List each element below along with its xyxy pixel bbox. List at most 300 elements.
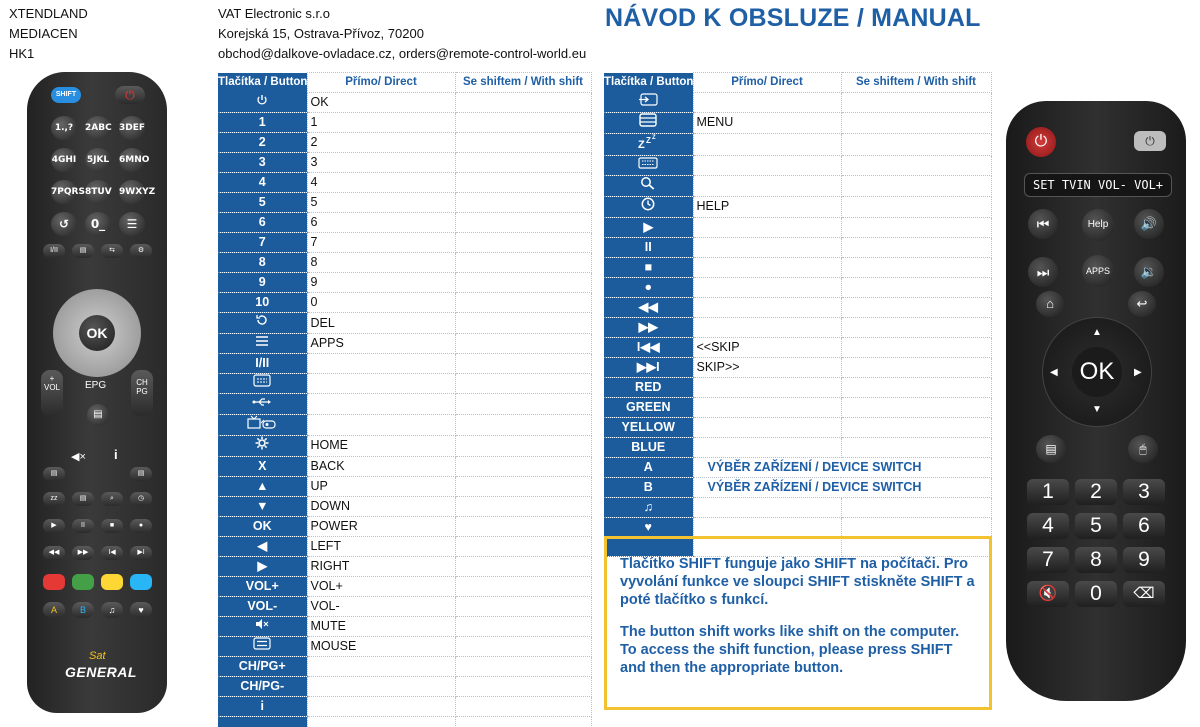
table-row	[218, 516, 591, 536]
epg-icon	[639, 113, 657, 133]
shift-cell	[455, 697, 591, 717]
table-row	[218, 133, 591, 153]
button-label: ▶▶I	[636, 359, 660, 374]
shift-cell	[455, 657, 591, 677]
direct-cell	[693, 175, 841, 196]
shift-cell	[455, 273, 591, 293]
table-row	[218, 273, 591, 293]
button-cell	[218, 636, 307, 656]
shift-cell	[455, 636, 591, 656]
function-key-icon: ▶	[43, 519, 65, 533]
col-header-button: Tlačítka / Button	[604, 73, 693, 93]
button-cell	[218, 273, 307, 293]
brand-line: XTENDLAND	[9, 6, 88, 21]
shift-cell	[455, 677, 591, 697]
button-label: 3	[258, 155, 266, 169]
shift-cell	[841, 377, 991, 397]
table-row	[218, 697, 591, 717]
ok-key: OK	[79, 315, 115, 351]
table-row	[218, 253, 591, 273]
shift-cell	[455, 717, 591, 727]
function-key-icon: ●	[130, 519, 152, 533]
button-cell	[604, 377, 693, 397]
chpg-rocker: CH PG	[131, 370, 153, 416]
function-key-icon: ▤	[130, 467, 152, 481]
shift-cell	[455, 576, 591, 596]
function-key-icon: ▤	[43, 467, 65, 481]
button-cell	[604, 93, 693, 113]
vol-rocker: + VOL	[41, 370, 63, 416]
number-key: 6MNO	[119, 148, 145, 172]
teletext-key-icon: ▤	[87, 404, 109, 426]
shift-cell	[455, 173, 591, 193]
down-arrow-icon: ▼	[1092, 404, 1102, 415]
table-row	[218, 616, 591, 636]
table-row	[218, 153, 591, 173]
button-cell	[218, 394, 307, 414]
number-key: 2	[1075, 479, 1117, 505]
number-key: 0_	[85, 212, 111, 236]
letter-key: B	[72, 602, 94, 618]
table-row	[218, 313, 591, 334]
color-key	[72, 574, 94, 590]
button-label: ▶▶	[638, 319, 658, 334]
remote-general-image	[27, 72, 167, 713]
usb-icon	[252, 395, 272, 414]
ok-key: OK	[1072, 347, 1122, 397]
direct-cell	[693, 217, 841, 237]
button-label: VOL-	[247, 598, 278, 613]
table-row	[604, 175, 991, 196]
gear-icon	[255, 436, 269, 456]
company-block	[218, 4, 586, 64]
button-label: 6	[258, 215, 266, 229]
table-row	[218, 233, 591, 253]
direct-cell	[693, 133, 841, 155]
svg-text:Z: Z	[652, 134, 656, 141]
shift-cell	[455, 213, 591, 233]
number-key: 8	[1075, 547, 1117, 573]
number-key: 8TUV	[85, 180, 111, 204]
number-key: 9WXYZ	[119, 180, 145, 204]
shift-cell	[841, 437, 991, 457]
button-label: 10	[255, 295, 270, 309]
direct-cell: VOL-	[307, 596, 455, 616]
apps-key: APPS	[1082, 255, 1114, 287]
function-key-icon: ⇆	[101, 244, 123, 258]
table-row	[218, 496, 591, 516]
button-cell	[604, 237, 693, 257]
button-label: ♫	[643, 499, 653, 514]
clock-icon	[641, 197, 655, 217]
button-label: ▶	[257, 558, 268, 573]
table-row	[604, 517, 991, 537]
button-cell	[218, 516, 307, 536]
table-row	[604, 377, 991, 397]
direct-cell: 8	[307, 253, 455, 273]
table-row	[218, 293, 591, 313]
button-cell	[218, 213, 307, 233]
direct-cell	[307, 394, 455, 414]
shift-cell	[841, 297, 991, 317]
function-key-icon: ◷	[130, 492, 152, 506]
shift-cell	[455, 113, 591, 133]
direct-cell: DOWN	[307, 496, 455, 516]
power-key-icon: ⏻	[115, 86, 145, 104]
direct-cell	[307, 354, 455, 374]
shift-cell	[841, 175, 991, 196]
color-key	[101, 574, 123, 590]
button-cell	[218, 153, 307, 173]
sleep-icon	[638, 134, 658, 155]
tv-power-key-icon: ⏻	[1134, 131, 1166, 151]
button-cell	[218, 173, 307, 193]
function-key-icon: ■	[101, 519, 123, 533]
button-label: ●	[644, 279, 653, 294]
direct-cell	[693, 237, 841, 257]
button-label: B	[643, 479, 653, 494]
table-row	[218, 677, 591, 697]
button-cell	[218, 596, 307, 616]
button-cell	[218, 697, 307, 717]
table-row	[604, 155, 991, 175]
button-cell	[604, 397, 693, 417]
button-cell	[218, 576, 307, 596]
shift-cell	[455, 596, 591, 616]
button-label: ◀◀	[638, 299, 658, 314]
button-label: II	[644, 239, 652, 254]
direct-cell	[693, 417, 841, 437]
shift-cell	[455, 93, 591, 113]
brand-block	[9, 4, 88, 64]
teletext-icon	[253, 637, 271, 656]
shift-key: SHIFT	[51, 87, 81, 103]
table-row	[218, 576, 591, 596]
button-cell	[604, 297, 693, 317]
direct-cell	[693, 517, 841, 537]
shift-cell	[455, 253, 591, 273]
input-icon	[638, 93, 658, 112]
keyboard-key-icon: ▤	[1036, 435, 1066, 463]
table-row	[218, 657, 591, 677]
table-row	[604, 397, 991, 417]
shift-cell	[455, 133, 591, 153]
number-key: 4GHI	[51, 148, 77, 172]
direct-cell: OK	[307, 93, 455, 113]
company-email: obchod@dalkove-ovladace.cz, orders@remote-control-world.eu	[218, 46, 587, 61]
direct-cell	[693, 155, 841, 175]
direct-cell	[693, 277, 841, 297]
page-title: NÁVOD K OBSLUZE / MANUAL	[605, 4, 981, 32]
direct-cell: VOL+	[307, 576, 455, 596]
direct-cell	[693, 317, 841, 337]
shift-cell	[841, 237, 991, 257]
brand-line: MEDIACEN	[9, 26, 78, 41]
direct-cell: 4	[307, 173, 455, 193]
direct-cell	[307, 697, 455, 717]
shift-cell	[841, 397, 991, 417]
search-icon	[640, 176, 656, 196]
shift-cell	[455, 556, 591, 576]
function-key-icon: ▶▶	[72, 546, 94, 560]
color-key	[43, 574, 65, 590]
function-key-icon: ◀◀	[43, 546, 65, 560]
button-label: OK	[252, 518, 272, 533]
button-cell	[604, 477, 693, 497]
refresh-icon	[255, 313, 269, 333]
button-cell	[218, 334, 307, 354]
color-key	[130, 574, 152, 590]
direct-cell	[693, 497, 841, 517]
button-cell	[604, 277, 693, 297]
button-cell	[604, 196, 693, 217]
function-key-icon: ⌕	[101, 492, 123, 506]
number-key: 1.,?	[51, 116, 77, 140]
button-label: 2	[258, 135, 266, 149]
shift-cell	[841, 277, 991, 297]
shift-cell	[841, 417, 991, 437]
table-row	[604, 337, 991, 357]
tv-control-strip: SET TVIN VOL- VOL+	[1024, 173, 1172, 197]
button-cell	[604, 357, 693, 377]
number-key: 1	[1027, 479, 1069, 505]
shift-cell	[841, 337, 991, 357]
info-key: i	[114, 447, 118, 462]
device-switch-cell: VÝBĚR ZAŘÍZENÍ / DEVICE SWITCH	[693, 457, 991, 477]
right-arrow-icon: ▶	[1134, 367, 1142, 378]
vol-down-key-icon: 🔉	[1134, 257, 1164, 287]
table-row	[218, 113, 591, 133]
direct-cell: 2	[307, 133, 455, 153]
direct-cell	[693, 257, 841, 277]
direct-cell: APPS	[307, 334, 455, 354]
button-cell	[218, 93, 307, 113]
direct-cell: SKIP>>	[693, 357, 841, 377]
button-cell	[218, 113, 307, 133]
direct-cell: 6	[307, 213, 455, 233]
number-key: 2ABC	[85, 116, 111, 140]
shift-cell	[841, 217, 991, 237]
letter-key: A	[43, 602, 65, 618]
direct-cell	[307, 414, 455, 435]
button-cell	[218, 253, 307, 273]
table-row	[604, 237, 991, 257]
direct-cell: 9	[307, 273, 455, 293]
function-key-icon: ▶I	[130, 546, 152, 560]
table-row	[218, 556, 591, 576]
button-cell	[218, 133, 307, 153]
number-key: 7	[1027, 547, 1069, 573]
shift-cell	[455, 516, 591, 536]
button-label: ▼	[256, 498, 269, 513]
table-row	[604, 297, 991, 317]
col-header-direct: Přímo/ Direct	[307, 73, 455, 93]
direct-cell: DEL	[307, 313, 455, 334]
button-label: ◀	[257, 538, 268, 553]
button-cell	[604, 337, 693, 357]
number-key: 7PQRS	[51, 180, 77, 204]
direct-cell: HOME	[307, 435, 455, 456]
button-label: 4	[258, 175, 266, 189]
table-row	[218, 476, 591, 496]
button-label: i	[260, 699, 264, 714]
button-label: BLUE	[631, 439, 666, 454]
button-label: X	[258, 458, 267, 473]
table-row	[604, 437, 991, 457]
power-icon	[256, 93, 268, 112]
button-label: I/II	[255, 356, 270, 371]
direct-cell: 5	[307, 193, 455, 213]
table-row	[218, 213, 591, 233]
table-row	[218, 93, 591, 113]
svg-text:Z: Z	[638, 138, 645, 149]
shift-cell	[455, 414, 591, 435]
shift-cell	[455, 313, 591, 334]
shift-cell	[841, 517, 991, 537]
shift-cell	[841, 112, 991, 133]
table-row	[218, 456, 591, 476]
button-label: 9	[258, 275, 266, 289]
shift-cell	[841, 257, 991, 277]
shift-note-cz: Tlačítko SHIFT funguje jako SHIFT na počítači. Pro vyvolání funkce ve sloupci SHIFT stiskněte SHIFT a poté tlačítko s funkcí.	[620, 556, 975, 608]
direct-cell: MOUSE	[307, 636, 455, 656]
table-row	[604, 457, 991, 477]
brand-sat: Sat	[89, 650, 106, 662]
button-label: 5	[258, 195, 266, 209]
number-key: 3DEF	[119, 116, 145, 140]
vol-label: VOL	[43, 383, 60, 392]
function-key-icon: ▤	[72, 244, 94, 258]
button-label: I◀◀	[636, 339, 660, 354]
button-label: RED	[635, 379, 662, 394]
mouse-key-icon: 🖱	[1128, 435, 1158, 463]
table-row	[218, 193, 591, 213]
button-label: CH/PG-	[240, 679, 285, 694]
number-key: ☰	[119, 212, 145, 236]
shift-cell	[455, 616, 591, 636]
table-row	[218, 414, 591, 435]
table-row	[218, 354, 591, 374]
button-cell	[218, 496, 307, 516]
col-header-button: Tlačítka / Button	[218, 73, 307, 93]
table-row	[218, 536, 591, 556]
forward-key-icon: ⏭	[1028, 257, 1058, 287]
shift-cell	[455, 233, 591, 253]
button-cell	[604, 133, 693, 155]
button-cell	[218, 233, 307, 253]
col-header-shift: Se shiftem / With shift	[455, 73, 591, 93]
shift-cell	[841, 133, 991, 155]
number-key: 5	[1075, 513, 1117, 539]
button-label: ▲	[256, 478, 269, 493]
table-row	[218, 596, 591, 616]
brand-line: HK1	[9, 46, 35, 61]
button-cell	[218, 374, 307, 394]
back-key-icon: ↩	[1128, 291, 1156, 317]
button-cell	[604, 257, 693, 277]
epg-label: EPG	[85, 380, 107, 391]
letter-key: ♫	[101, 602, 123, 618]
direct-cell	[307, 717, 455, 727]
direct-cell: MUTE	[307, 616, 455, 636]
button-cell	[218, 616, 307, 636]
company-name: VAT Electronic s.r.o	[218, 6, 330, 21]
shift-cell	[455, 394, 591, 414]
table-row	[604, 93, 991, 113]
button-label: A	[643, 459, 653, 474]
button-label: ■	[644, 259, 653, 274]
up-arrow-icon: ▲	[1092, 327, 1102, 338]
shift-cell	[455, 374, 591, 394]
subtitle-icon	[253, 374, 271, 393]
direct-cell: <<SKIP	[693, 337, 841, 357]
shift-cell	[455, 354, 591, 374]
button-cell	[604, 217, 693, 237]
table-row	[218, 394, 591, 414]
direct-cell	[693, 377, 841, 397]
number-key: 0	[1075, 581, 1117, 607]
table-row	[218, 435, 591, 456]
direct-cell	[693, 297, 841, 317]
number-key: 🔇	[1027, 581, 1069, 607]
direct-cell: POWER	[307, 516, 455, 536]
col-header-shift: Se shiftem / With shift	[841, 73, 991, 93]
button-cell	[218, 293, 307, 313]
direct-cell: UP	[307, 476, 455, 496]
direct-cell: 7	[307, 233, 455, 253]
mapping-table-right	[604, 72, 992, 557]
shift-cell	[455, 334, 591, 354]
button-label: YELLOW	[621, 419, 675, 434]
button-label: 1	[258, 115, 266, 129]
number-key: ⌫	[1123, 581, 1165, 607]
function-key-icon: zz	[43, 492, 65, 506]
brand-general-logo: GENERAL	[65, 664, 137, 680]
shift-cell	[841, 196, 991, 217]
direct-cell	[307, 657, 455, 677]
table-row	[604, 257, 991, 277]
table-row	[604, 477, 991, 497]
button-label: 7	[258, 235, 266, 249]
table-row	[604, 196, 991, 217]
shift-cell	[455, 193, 591, 213]
table-row	[604, 112, 991, 133]
button-cell	[604, 457, 693, 477]
number-key: 3	[1123, 479, 1165, 505]
table-row	[604, 217, 991, 237]
rewind-key-icon: ⏮	[1028, 209, 1058, 239]
shift-cell	[455, 153, 591, 173]
home-key-icon: ⌂	[1036, 291, 1064, 317]
table-row	[604, 133, 991, 155]
button-cell	[604, 497, 693, 517]
shift-cell	[455, 496, 591, 516]
button-label: CH/PG+	[238, 659, 286, 674]
button-label: GREEN	[626, 399, 671, 414]
button-cell	[218, 476, 307, 496]
direct-cell	[693, 397, 841, 417]
button-label: 8	[258, 255, 266, 269]
remote-hk1-image	[1006, 101, 1186, 701]
button-cell	[218, 456, 307, 476]
direct-cell: 1	[307, 113, 455, 133]
mute-key-icon: ◀×	[71, 451, 86, 463]
button-cell	[218, 414, 307, 435]
power-key-icon: ⏻	[1026, 127, 1056, 157]
mapping-table-left	[218, 72, 592, 727]
shift-cell	[841, 155, 991, 175]
function-key-icon: I/II	[43, 244, 65, 258]
